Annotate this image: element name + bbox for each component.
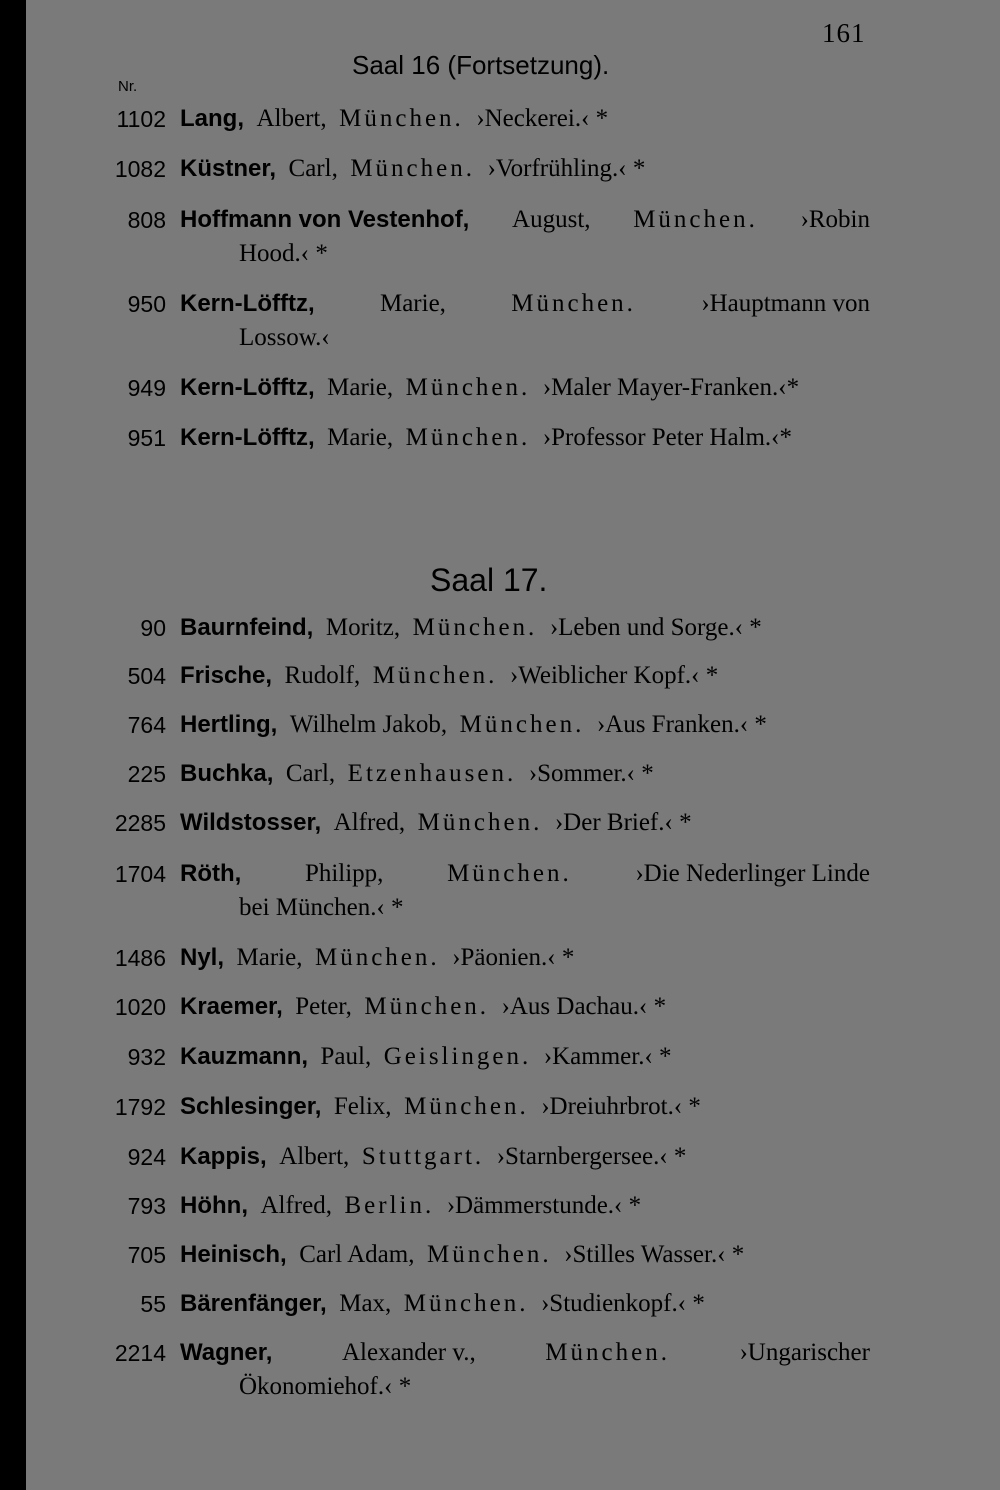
artist-city: München. xyxy=(403,1290,529,1317)
artist-first-name: Philipp, xyxy=(304,860,384,887)
entry-text xyxy=(180,102,608,136)
artwork-title: ›Dämmerstunde.‹ * xyxy=(446,1192,642,1219)
artist-city: München. xyxy=(339,105,464,132)
artist-first-name: Wilhelm Jakob, xyxy=(289,711,448,738)
entry-line xyxy=(100,421,870,455)
section-heading-saal-17: Saal 17. xyxy=(430,562,548,598)
catalog-entry xyxy=(100,371,870,405)
artwork-title: ›Kammer.‹ * xyxy=(543,1043,672,1070)
catalog-entry xyxy=(100,1090,870,1124)
artwork-title: ›Weiblicher Kopf.‹ * xyxy=(509,662,719,689)
entry-number: 1102 xyxy=(116,106,166,132)
entry-line xyxy=(100,102,870,136)
artist-name: Bärenfänger, xyxy=(180,1290,327,1317)
entry-text xyxy=(180,611,762,645)
artist-name: Kappis, xyxy=(180,1143,267,1170)
artist-first-name: Carl, xyxy=(288,155,338,182)
artwork-title: ›Sommer.‹ * xyxy=(528,760,654,787)
artist-name: Hoffmann von Vestenhof, xyxy=(180,206,470,233)
entry-text xyxy=(180,1336,870,1370)
entry-text xyxy=(180,421,792,455)
artist-first-name: Carl, xyxy=(285,760,336,787)
entry-number: 1486 xyxy=(114,945,166,971)
artist-first-name: Paul, xyxy=(320,1043,372,1070)
entry-number: 949 xyxy=(127,375,166,401)
artwork-title: ›Neckerei.‹ * xyxy=(476,105,609,132)
entry-number: 764 xyxy=(127,712,166,738)
artist-city: Berlin. xyxy=(344,1192,435,1219)
artist-name: Hertling, xyxy=(180,711,278,738)
section-heading-saal-16: Saal 16 (Fortsetzung). xyxy=(352,50,610,80)
catalog-entry xyxy=(100,1238,870,1272)
entry-text xyxy=(180,1238,744,1272)
catalog-entry xyxy=(100,990,870,1024)
catalog-entry xyxy=(100,708,870,742)
entry-text xyxy=(180,757,654,791)
catalog-entry xyxy=(100,102,870,136)
entry-text xyxy=(180,941,574,975)
artist-name: Nyl, xyxy=(180,944,225,971)
artist-city: München. xyxy=(633,206,758,233)
entry-line xyxy=(100,659,870,693)
artist-city: München. xyxy=(364,993,490,1020)
artwork-title: ›Maler Mayer-Franken.‹* xyxy=(542,374,800,401)
catalog-entry xyxy=(100,1140,870,1174)
artist-city: München. xyxy=(412,614,538,641)
artist-first-name: Marie, xyxy=(379,290,446,317)
artwork-title: ›Leben und Sorge.‹ * xyxy=(549,614,762,641)
artist-first-name: Carl Adam, xyxy=(299,1241,415,1268)
artist-first-name: Marie, xyxy=(236,944,303,971)
entry-number: 1704 xyxy=(114,861,166,887)
entry-number: 951 xyxy=(127,425,166,451)
artist-first-name: Alfred, xyxy=(260,1192,332,1219)
entry-number: 808 xyxy=(127,207,166,233)
number-column-label: Nr. xyxy=(118,78,138,95)
entry-line xyxy=(100,1040,870,1074)
catalog-entry xyxy=(100,857,870,925)
artist-first-name: Albert, xyxy=(279,1143,350,1170)
entry-number: 924 xyxy=(127,1144,166,1170)
entry-continuation: bei München.‹ * xyxy=(239,894,404,921)
artwork-title: ›Päonien.‹ * xyxy=(452,944,575,971)
entry-line xyxy=(100,941,870,975)
catalog-entry xyxy=(100,1189,870,1223)
entry-text xyxy=(180,203,870,237)
artwork-title: ›Hauptmann von xyxy=(701,290,870,317)
artist-name: Wagner, xyxy=(180,1339,273,1366)
entry-line xyxy=(100,1189,870,1223)
artist-first-name: Alfred, xyxy=(333,809,406,836)
entry-line xyxy=(100,806,870,840)
artist-city: München. xyxy=(447,860,572,887)
catalog-entry xyxy=(100,287,870,355)
entry-number: 2214 xyxy=(114,1340,166,1366)
artist-name: Lang, xyxy=(180,105,244,132)
entry-text xyxy=(180,1140,686,1174)
entry-number: 950 xyxy=(127,291,166,317)
entry-continuation: Lossow.‹ xyxy=(239,324,330,351)
artist-name: Kraemer, xyxy=(180,993,283,1020)
entry-line xyxy=(100,1090,870,1124)
page-number: 161 xyxy=(822,18,866,48)
artist-city: Geislingen. xyxy=(383,1043,532,1070)
entry-text xyxy=(180,1189,641,1223)
entry-line xyxy=(100,1140,870,1174)
catalog-entry xyxy=(100,1336,870,1404)
artist-name: Kern-Löfftz, xyxy=(180,424,315,451)
entry-number: 55 xyxy=(140,1291,166,1317)
artwork-title: ›Professor Peter Halm.‹* xyxy=(542,424,793,451)
entry-line xyxy=(100,1287,870,1321)
artist-first-name: Moritz, xyxy=(325,614,401,641)
entry-number: 705 xyxy=(127,1242,166,1268)
artist-first-name: Rudolf, xyxy=(284,662,361,689)
artist-name: Kern-Löfftz, xyxy=(180,374,315,401)
catalog-entry xyxy=(100,941,870,975)
entry-continuation: Ökonomiehof.‹ * xyxy=(239,1373,412,1400)
artist-city: München. xyxy=(404,1093,529,1120)
entry-line xyxy=(100,203,870,237)
entry-continuation: Hood.‹ * xyxy=(239,240,328,267)
entry-text xyxy=(180,287,870,321)
artist-name: Baurnfeind, xyxy=(180,614,314,641)
entry-line xyxy=(100,1336,870,1370)
artist-name: Röth, xyxy=(180,860,242,887)
catalog-entry xyxy=(100,203,870,271)
entry-line xyxy=(100,287,870,321)
entry-number: 1792 xyxy=(114,1094,166,1120)
artwork-title: ›Aus Franken.‹ * xyxy=(596,711,767,738)
artist-first-name: Peter, xyxy=(295,993,352,1020)
entry-text xyxy=(180,806,692,840)
artist-first-name: Felix, xyxy=(333,1093,392,1120)
artist-name: Buchka, xyxy=(180,760,274,787)
artist-city: München. xyxy=(426,1241,552,1268)
artist-first-name: August, xyxy=(512,206,591,233)
artist-city: München. xyxy=(545,1339,670,1366)
catalog-entry xyxy=(100,757,870,791)
artwork-title: ›Robin xyxy=(800,206,870,233)
artist-name: Höhn, xyxy=(180,1192,248,1219)
artist-first-name: Albert, xyxy=(256,105,327,132)
entry-text xyxy=(180,371,799,405)
entry-line xyxy=(100,152,870,186)
entry-text xyxy=(180,659,718,693)
artist-name: Kern-Löfftz, xyxy=(180,290,315,317)
entry-text xyxy=(180,990,666,1024)
artist-city: München. xyxy=(459,711,585,738)
catalog-entry xyxy=(100,659,870,693)
artwork-title: ›Starnbergersee.‹ * xyxy=(496,1143,687,1170)
entry-number: 90 xyxy=(140,615,166,641)
entry-number: 1082 xyxy=(114,156,166,182)
artist-city: München. xyxy=(350,155,475,182)
artist-city: München. xyxy=(511,290,636,317)
artist-city: Etzenhausen. xyxy=(347,760,517,787)
artist-city: Stuttgart. xyxy=(361,1143,485,1170)
catalog-entry xyxy=(100,806,870,840)
catalog-entry xyxy=(100,1040,870,1074)
entry-line xyxy=(100,611,870,645)
artist-first-name: Marie, xyxy=(327,424,394,451)
artist-name: Heinisch, xyxy=(180,1241,287,1268)
artist-city: München. xyxy=(405,424,531,451)
catalog-entry xyxy=(100,1287,870,1321)
entry-line xyxy=(100,371,870,405)
artist-city: München. xyxy=(405,374,531,401)
entry-text xyxy=(180,1040,672,1074)
catalog-entry xyxy=(100,611,870,645)
entry-text xyxy=(180,1287,705,1321)
artist-city: München. xyxy=(417,809,543,836)
entry-text xyxy=(180,708,767,742)
entry-line xyxy=(100,1238,870,1272)
entry-number: 793 xyxy=(127,1193,166,1219)
artist-name: Kauzmann, xyxy=(180,1043,309,1070)
entry-number: 932 xyxy=(127,1044,166,1070)
entry-text xyxy=(180,857,870,891)
artwork-title: ›Studienkopf.‹ * xyxy=(540,1290,705,1317)
artist-name: Wildstosser, xyxy=(180,809,322,836)
artist-city: München. xyxy=(372,662,498,689)
entry-text xyxy=(180,152,645,186)
entry-number: 1020 xyxy=(114,994,166,1020)
artwork-title: ›Ungarischer xyxy=(739,1339,870,1366)
artist-first-name: Marie, xyxy=(327,374,394,401)
catalog-entry xyxy=(100,421,870,455)
artwork-title: ›Die Nederlinger Linde xyxy=(635,860,870,887)
entry-line xyxy=(100,857,870,891)
entry-number: 2285 xyxy=(114,810,166,836)
artist-name: Schlesinger, xyxy=(180,1093,322,1120)
artist-name: Frische, xyxy=(180,662,273,689)
entry-line xyxy=(100,757,870,791)
entry-text xyxy=(180,1090,701,1124)
entry-line xyxy=(100,990,870,1024)
artist-first-name: Max, xyxy=(339,1290,392,1317)
artwork-title: ›Der Brief.‹ * xyxy=(554,809,692,836)
entry-number: 225 xyxy=(127,761,166,787)
artist-name: Küstner, xyxy=(180,155,277,182)
artist-first-name: Alexander v., xyxy=(342,1339,476,1366)
artist-city: München. xyxy=(314,944,440,971)
catalog-entry xyxy=(100,152,870,186)
entry-line xyxy=(100,708,870,742)
artwork-title: ›Vorfrühling.‹ * xyxy=(487,155,646,182)
book-spine-shadow xyxy=(0,0,26,1490)
artwork-title: ›Dreiuhrbrot.‹ * xyxy=(541,1093,701,1120)
entry-number: 504 xyxy=(127,663,166,689)
artwork-title: ›Aus Dachau.‹ * xyxy=(501,993,667,1020)
artwork-title: ›Stilles Wasser.‹ * xyxy=(564,1241,745,1268)
